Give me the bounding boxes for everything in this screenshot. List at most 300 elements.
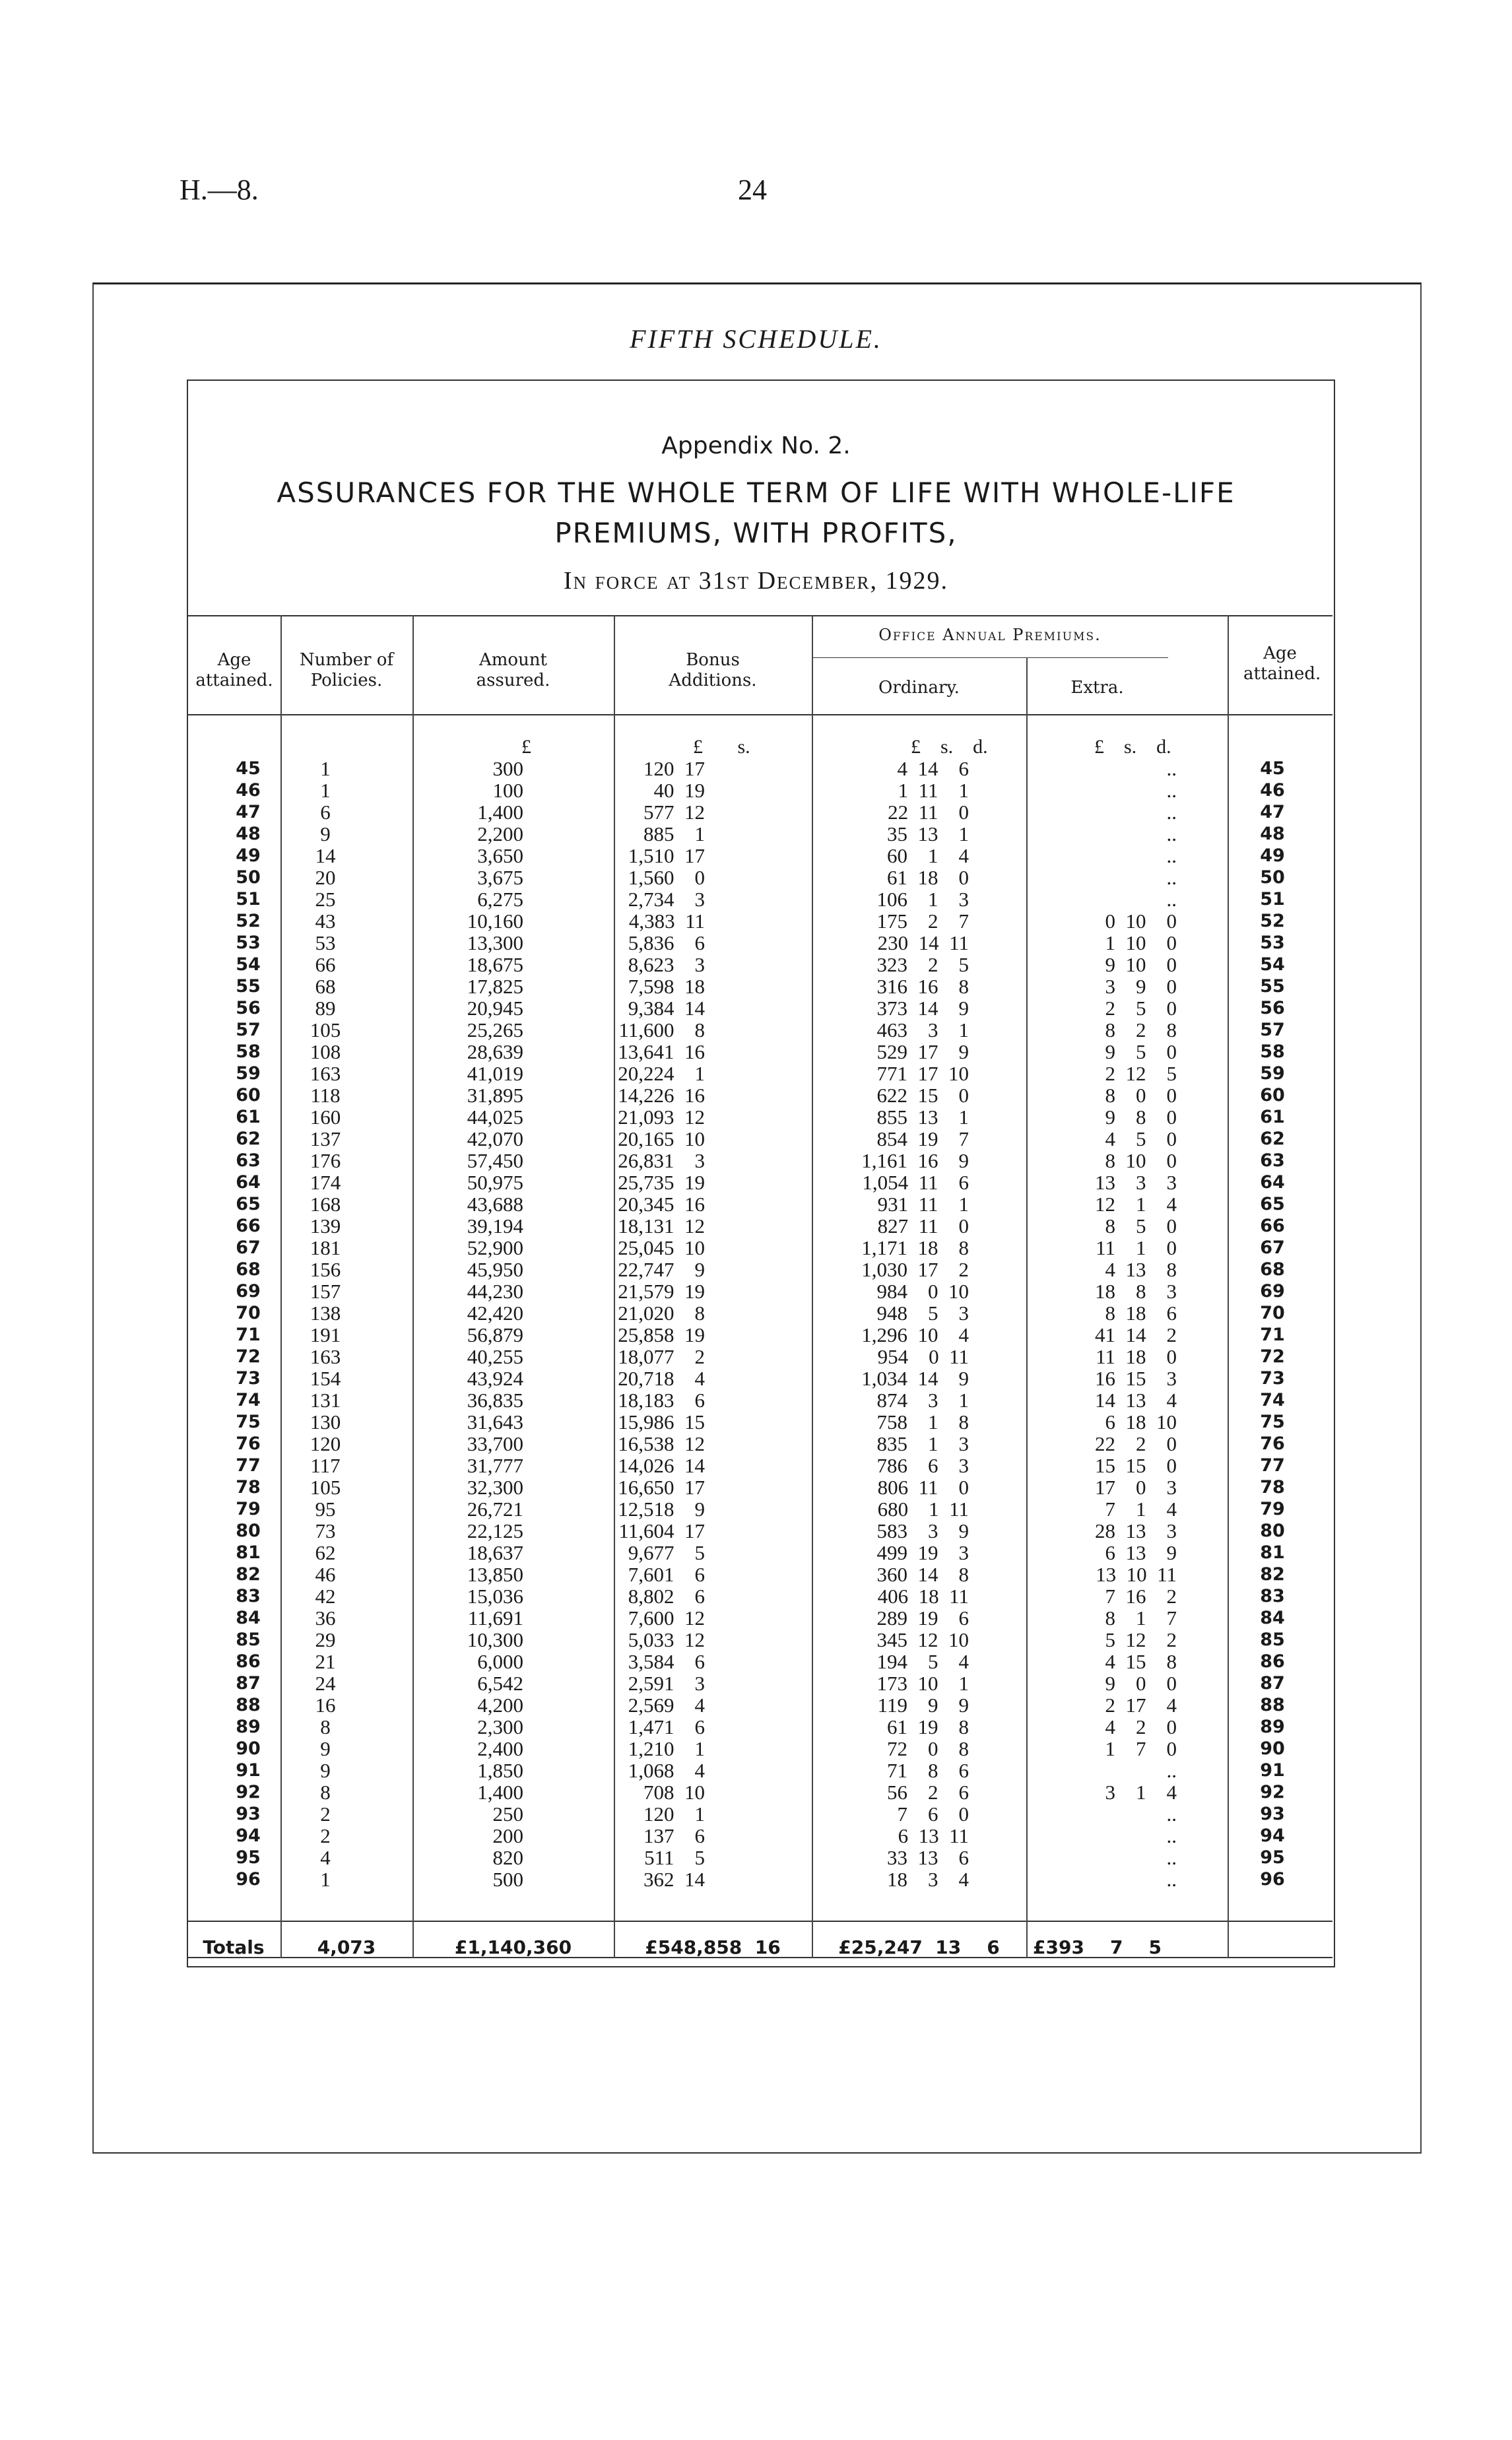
age-cell: 75 [236,1412,261,1432]
age-right-cell: 67 [1260,1237,1285,1258]
extra-premium-cell: 8 2 8 [1105,1018,1177,1041]
policies-cell: 181 [310,1236,341,1259]
table-row [187,1629,1332,1651]
bonus-cell: 1,510 17 [628,844,705,867]
age-right-cell: 47 [1260,802,1285,822]
table-row [187,1651,1332,1672]
age-cell: 71 [236,1325,261,1345]
age-right-cell: 49 [1260,845,1285,866]
col-head-bonus: Bonus Additions. [669,650,757,690]
office-premiums-rule [812,657,1168,658]
amount-cell: 10,160 [467,909,523,933]
extra-premium-cell: .. [1166,1759,1177,1782]
ordinary-premium-cell: 345 12 10 [876,1628,969,1651]
amount-cell: 17,825 [467,975,523,998]
table-row [187,1389,1332,1411]
age-cell: 80 [236,1521,261,1541]
age-cell: 74 [236,1390,261,1410]
age-right-cell: 56 [1260,998,1285,1018]
extra-premium-cell: .. [1166,801,1177,824]
totals-label: Totals [203,1936,265,1958]
amount-cell: 50,975 [467,1171,523,1194]
ordinary-premium-cell: 373 14 9 [876,997,969,1020]
bonus-cell: 1,560 0 [628,866,705,889]
age-right-cell: 69 [1260,1281,1285,1302]
age-right-cell: 71 [1260,1325,1285,1345]
policies-cell: 53 [315,931,336,954]
table-row [187,1280,1332,1302]
bonus-cell: 1,471 6 [628,1715,705,1738]
age-right-cell: 85 [1260,1630,1285,1650]
policies-cell: 89 [315,997,336,1020]
amount-cell: 57,450 [467,1149,523,1172]
ordinary-premium-cell: 583 3 9 [876,1519,969,1542]
table-row [187,1738,1332,1760]
table-row [187,888,1332,910]
ordinary-premium-cell: 835 1 3 [876,1432,969,1455]
table-row [187,1368,1332,1389]
table-row [187,1585,1332,1607]
bonus-cell: 2,569 4 [628,1694,705,1717]
extra-premium-cell: .. [1166,888,1177,911]
extra-premium-cell: 4 13 8 [1105,1258,1177,1281]
age-right-cell: 72 [1260,1346,1285,1367]
table-row [187,932,1332,954]
extra-premium-cell: 7 1 4 [1105,1498,1177,1521]
age-cell: 90 [236,1738,261,1759]
policies-cell: 16 [315,1694,336,1717]
ordinary-premium-cell: 786 6 3 [876,1454,969,1477]
amount-cell: 100 [492,779,523,802]
bonus-cell: 25,045 10 [618,1236,705,1259]
col-head-office-premiums: Office Annual Premiums. [878,626,1101,644]
age-cell: 84 [236,1608,261,1628]
bonus-cell: 26,831 3 [618,1149,705,1172]
bonus-cell: 18,077 2 [618,1345,705,1368]
policies-cell: 130 [310,1410,341,1434]
ordinary-premium-cell: 173 10 1 [876,1672,969,1695]
bonus-cell: 885 1 [643,822,705,845]
amount-cell: 2,200 [477,822,523,845]
age-right-cell: 60 [1260,1085,1285,1105]
extra-premium-cell: 8 0 0 [1105,1084,1177,1107]
policies-cell: 8 [320,1715,331,1738]
extra-premium-cell: .. [1166,1824,1177,1847]
age-cell: 78 [236,1477,261,1498]
policies-cell: 29 [315,1628,336,1651]
age-cell: 82 [236,1564,261,1585]
table-row [187,910,1332,932]
table-row [187,1302,1332,1324]
amount-cell: 250 [492,1802,523,1826]
col-head-extra: Extra. [1070,678,1124,698]
policies-cell: 43 [315,909,336,933]
amount-cell: 6,542 [477,1672,523,1695]
totals-policies: 4,073 [317,1936,376,1958]
age-cell: 89 [236,1717,261,1737]
age-cell: 64 [236,1172,261,1193]
age-right-cell: 53 [1260,933,1285,953]
bonus-cell: 120 17 [643,757,705,780]
amount-cell: 500 [492,1868,523,1891]
amount-cell: 15,036 [467,1585,523,1608]
amount-cell: 20,945 [467,997,523,1020]
ordinary-premium-cell: 360 14 8 [876,1563,969,1586]
age-cell: 58 [236,1041,261,1062]
age-right-cell: 77 [1260,1455,1285,1476]
amount-cell: 13,300 [467,931,523,954]
age-cell: 62 [236,1129,261,1149]
bonus-cell: 8,623 3 [628,953,705,976]
bonus-cell: 9,677 5 [628,1541,705,1564]
bonus-cell: 14,226 16 [618,1084,705,1107]
age-cell: 88 [236,1695,261,1715]
bonus-cell: 362 14 [643,1868,705,1891]
age-right-cell: 64 [1260,1172,1285,1193]
table-top-rule [188,615,1332,616]
bonus-cell: 2,591 3 [628,1672,705,1695]
col-head-age: Age attained. [195,650,273,690]
amount-cell: 45,950 [467,1258,523,1281]
age-right-cell: 94 [1260,1826,1285,1846]
table-row [187,1868,1332,1890]
ordinary-premium-cell: 954 0 11 [877,1345,969,1368]
age-cell: 94 [236,1826,261,1846]
amount-cell: 31,777 [467,1454,523,1477]
table-row [187,1847,1332,1868]
age-cell: 55 [236,976,261,997]
age-right-cell: 65 [1260,1194,1285,1214]
ordinary-premium-cell: 855 13 1 [876,1105,969,1129]
age-cell: 45 [236,758,261,779]
age-cell: 68 [236,1259,261,1280]
amount-cell: 31,643 [467,1410,523,1434]
col-head-age-right: Age attained. [1243,643,1321,684]
age-right-cell: 92 [1260,1782,1285,1802]
ordinary-premium-cell: 323 2 5 [876,953,969,976]
policies-cell: 176 [310,1149,341,1172]
bonus-cell: 7,601 6 [628,1563,705,1586]
table-row [187,1237,1332,1259]
policies-cell: 6 [320,801,331,824]
extra-premium-cell: 13 3 3 [1095,1171,1177,1194]
bonus-cell: 25,858 19 [618,1323,705,1346]
ordinary-premium-cell: 406 18 11 [877,1585,969,1608]
age-right-cell: 66 [1260,1216,1285,1236]
table-title-line-1: ASSURANCES FOR THE WHOLE TERM OF LIFE WITH WHOLE-LIFE [277,477,1235,509]
ordinary-premium-cell: 463 3 1 [876,1018,969,1041]
extra-premium-cell: .. [1166,1802,1177,1826]
extra-premium-cell: 13 10 11 [1096,1563,1177,1586]
amount-cell: 13,850 [467,1563,523,1586]
age-cell: 51 [236,889,261,909]
extra-premium-cell: 41 14 2 [1095,1323,1177,1346]
table-row [187,1106,1332,1128]
ordinary-premium-cell: 1,030 17 2 [861,1258,969,1281]
age-right-cell: 82 [1260,1564,1285,1585]
bonus-cell: 20,224 1 [618,1062,705,1085]
table-row [187,997,1332,1019]
age-right-cell: 58 [1260,1041,1285,1062]
age-right-cell: 61 [1260,1107,1285,1127]
policies-cell: 1 [320,757,331,780]
extra-premium-cell: .. [1166,1846,1177,1869]
age-right-cell: 52 [1260,911,1285,931]
amount-cell: 4,200 [477,1694,523,1717]
age-right-cell: 87 [1260,1673,1285,1694]
table-row [187,1476,1332,1498]
policies-cell: 2 [320,1824,331,1847]
age-right-cell: 96 [1260,1869,1285,1890]
bonus-cell: 120 1 [643,1802,705,1826]
extra-premium-cell: 16 15 3 [1095,1367,1177,1390]
ordinary-premium-cell: 827 11 0 [877,1214,969,1237]
amount-cell: 10,300 [467,1628,523,1651]
amount-cell: 1,850 [477,1759,523,1782]
amount-cell: 6,000 [477,1650,523,1673]
policies-cell: 1 [320,779,331,802]
amount-cell: 44,025 [467,1105,523,1129]
bonus-cell: 18,131 12 [618,1214,705,1237]
extra-premium-cell: 1 10 0 [1105,931,1177,954]
header-ref: H.—8. [180,174,259,206]
policies-cell: 156 [310,1258,341,1281]
amount-cell: 52,900 [467,1236,523,1259]
policies-cell: 8 [320,1781,331,1804]
table-row [187,1084,1332,1106]
ordinary-premium-cell: 854 19 7 [876,1127,969,1150]
amount-cell: 42,420 [467,1302,523,1325]
amount-cell: 11,691 [467,1606,523,1630]
extra-premium-cell: 4 5 0 [1105,1127,1177,1150]
policies-cell: 131 [310,1389,341,1412]
table-row [187,1455,1332,1476]
policies-cell: 36 [315,1606,336,1630]
policies-cell: 62 [315,1541,336,1564]
extra-premium-cell: 9 0 0 [1105,1672,1177,1695]
age-right-cell: 46 [1260,780,1285,801]
age-cell: 48 [236,824,261,844]
amount-cell: 2,300 [477,1715,523,1738]
policies-cell: 21 [315,1650,336,1673]
policies-cell: 168 [310,1193,341,1216]
table-row [187,1063,1332,1084]
age-cell: 83 [236,1586,261,1606]
table-row [187,1607,1332,1629]
table-row [187,779,1332,801]
amount-cell: 42,070 [467,1127,523,1150]
extra-premium-cell: 4 15 8 [1105,1650,1177,1673]
ordinary-premium-cell: 56 2 6 [887,1781,969,1804]
age-right-cell: 80 [1260,1521,1285,1541]
table-row [187,1346,1332,1368]
table-row [187,1520,1332,1542]
extra-premium-cell: 17 0 3 [1095,1476,1177,1499]
age-cell: 85 [236,1630,261,1650]
age-cell: 76 [236,1434,261,1454]
table-row [187,1672,1332,1694]
ordinary-premium-cell: 61 19 8 [887,1715,969,1738]
table-row [187,1781,1332,1803]
bonus-cell: 4,383 11 [628,909,705,933]
table-body [187,758,1332,1890]
col-head-policies: Number of Policies. [299,650,394,690]
bonus-cell: 7,600 12 [628,1606,705,1630]
ordinary-premium-cell: 622 15 0 [876,1084,969,1107]
ordinary-premium-cell: 931 11 1 [877,1193,969,1216]
bonus-cell: 21,020 8 [618,1302,705,1325]
unit-ordinary: £ s. d. [911,736,988,758]
extra-premium-cell: .. [1166,844,1177,867]
extra-premium-cell: 11 1 0 [1096,1236,1177,1259]
age-cell: 95 [236,1847,261,1868]
bonus-cell: 20,345 16 [618,1193,705,1216]
ordinary-premium-cell: 71 8 6 [887,1759,969,1782]
ordinary-premium-cell: 1,034 14 9 [861,1367,969,1390]
ordinary-premium-cell: 948 5 3 [876,1302,969,1325]
table-row [187,1411,1332,1433]
bonus-cell: 9,384 14 [628,997,705,1020]
table-row [187,1564,1332,1585]
extra-premium-cell: 15 15 0 [1095,1454,1177,1477]
age-right-cell: 59 [1260,1063,1285,1084]
ordinary-premium-cell: 60 1 4 [887,844,969,867]
policies-cell: 163 [310,1062,341,1085]
amount-cell: 43,688 [467,1193,523,1216]
extra-premium-cell: 3 1 4 [1105,1781,1177,1804]
policies-cell: 9 [320,1737,331,1760]
bonus-cell: 21,579 19 [618,1280,705,1303]
in-force-subtitle: In force at 31st December, 1929. [563,567,949,595]
table-row [187,1760,1332,1781]
policies-cell: 9 [320,1759,331,1782]
extra-premium-cell: 8 1 7 [1105,1606,1177,1630]
age-cell: 81 [236,1542,261,1563]
table-row [187,975,1332,997]
bonus-cell: 20,718 4 [618,1367,705,1390]
amount-cell: 1,400 [477,801,523,824]
amount-cell: 32,300 [467,1476,523,1499]
age-cell: 53 [236,933,261,953]
table-row [187,1171,1332,1193]
age-cell: 93 [236,1804,261,1824]
unit-extra: £ s. d. [1094,736,1171,758]
amount-cell: 6,275 [477,888,523,911]
amount-cell: 25,265 [467,1018,523,1041]
policies-cell: 4 [320,1846,331,1869]
table-row [187,1694,1332,1716]
ordinary-premium-cell: 1,171 18 8 [861,1236,969,1259]
ordinary-premium-cell: 194 5 4 [876,1650,969,1673]
age-right-cell: 74 [1260,1390,1285,1410]
amount-cell: 3,675 [477,866,523,889]
extra-premium-cell: 7 16 2 [1105,1585,1177,1608]
page-number: 24 [738,174,767,206]
age-right-cell: 86 [1260,1651,1285,1672]
table-row [187,1128,1332,1150]
policies-cell: 20 [315,866,336,889]
policies-cell: 9 [320,822,331,845]
schedule-title: FIFTH SCHEDULE. [630,324,882,354]
age-cell: 46 [236,780,261,801]
extra-premium-cell: 9 10 0 [1105,953,1177,976]
bonus-cell: 11,604 17 [618,1519,705,1542]
bonus-cell: 5,836 6 [628,931,705,954]
age-right-cell: 73 [1260,1368,1285,1389]
age-cell: 50 [236,867,261,888]
age-cell: 91 [236,1760,261,1781]
extra-premium-cell: 0 10 0 [1105,909,1177,933]
extra-premium-cell: 1 7 0 [1105,1737,1177,1760]
bonus-cell: 14,026 14 [618,1454,705,1477]
amount-cell: 1,400 [477,1781,523,1804]
ordinary-premium-cell: 175 2 7 [876,909,969,933]
age-cell: 69 [236,1281,261,1302]
amount-cell: 820 [492,1846,523,1869]
age-right-cell: 55 [1260,976,1285,997]
policies-cell: 163 [310,1345,341,1368]
table-row [187,1716,1332,1738]
policies-cell: 139 [310,1214,341,1237]
unit-amount: £ [521,736,531,758]
policies-cell: 157 [310,1280,341,1303]
age-cell: 54 [236,954,261,975]
table-row [187,758,1332,779]
ordinary-premium-cell: 499 19 3 [876,1541,969,1564]
age-cell: 49 [236,845,261,866]
bonus-cell: 137 6 [643,1824,705,1847]
age-cell: 96 [236,1869,261,1890]
ordinary-premium-cell: 6 13 11 [898,1824,969,1847]
age-right-cell: 79 [1260,1499,1285,1519]
age-cell: 52 [236,911,261,931]
age-right-cell: 57 [1260,1020,1285,1040]
extra-premium-cell: .. [1166,822,1177,845]
policies-cell: 68 [315,975,336,998]
totals-amount: £1,140,360 [454,1936,572,1958]
ordinary-premium-cell: 984 0 10 [876,1280,969,1303]
bonus-cell: 18,183 6 [618,1389,705,1412]
amount-cell: 43,924 [467,1367,523,1390]
table-row [187,867,1332,888]
age-right-cell: 68 [1260,1259,1285,1280]
table-row [187,1041,1332,1063]
bonus-cell: 13,641 16 [618,1040,705,1063]
age-right-cell: 70 [1260,1303,1285,1323]
age-cell: 63 [236,1150,261,1171]
table-row [187,1803,1332,1825]
ordinary-premium-cell: 35 13 1 [887,822,969,845]
extra-premium-cell: 3 9 0 [1105,975,1177,998]
table-row [187,1215,1332,1237]
ordinary-premium-cell: 874 3 1 [876,1389,969,1412]
age-right-cell: 63 [1260,1150,1285,1171]
bonus-cell: 20,165 10 [618,1127,705,1150]
policies-cell: 108 [310,1040,341,1063]
policies-cell: 174 [310,1171,341,1194]
age-cell: 70 [236,1303,261,1323]
amount-cell: 3,650 [477,844,523,867]
extra-premium-cell: 2 5 0 [1105,997,1177,1020]
age-cell: 86 [236,1651,261,1672]
age-right-cell: 90 [1260,1738,1285,1759]
amount-cell: 26,721 [467,1498,523,1521]
age-cell: 67 [236,1237,261,1258]
age-cell: 79 [236,1499,261,1519]
policies-cell: 160 [310,1105,341,1129]
table-row [187,1259,1332,1280]
unit-bonus: £ s. [693,736,750,758]
